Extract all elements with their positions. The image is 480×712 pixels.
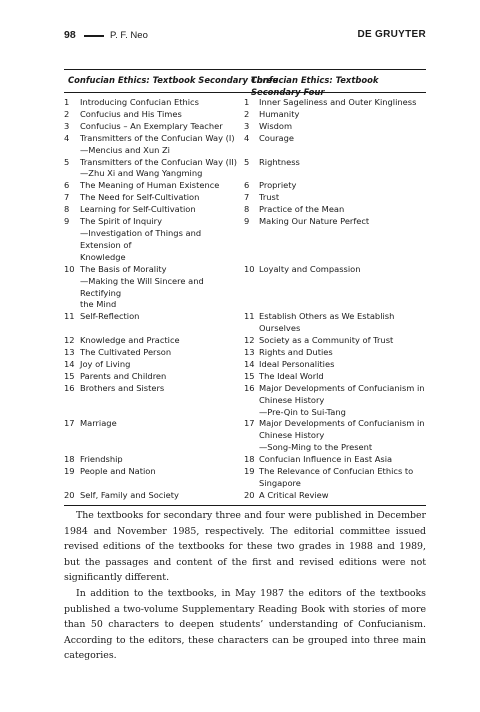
table-row	[64, 418, 426, 454]
chapter-three-title-line: Self-Reflection	[80, 311, 140, 322]
chapter-three-title-line: Joy of Living	[80, 358, 131, 369]
chapter-three-cell	[64, 157, 244, 181]
chapter-three-title-line: —Making the Will Sincere and Rectifying	[80, 275, 204, 298]
chapter-four-cell	[244, 157, 426, 181]
chapter-four-cell	[244, 97, 426, 109]
chapter-three-number: 1	[64, 97, 70, 107]
chapter-three-number: 14	[64, 358, 75, 369]
chapter-four-title-line: A Critical Review	[259, 489, 329, 500]
chapter-four-cell	[244, 335, 426, 347]
chapter-four-number: 19	[244, 466, 255, 477]
table-row	[64, 359, 426, 371]
chapter-three-number: 8	[64, 204, 70, 215]
chapter-three-title-line: the Mind	[80, 299, 117, 310]
chapter-three-number: 7	[64, 192, 70, 203]
chapter-four-number: 16	[244, 382, 255, 393]
chapter-four-cell	[244, 383, 426, 419]
table-row	[64, 335, 426, 347]
chapter-three-number: 3	[64, 120, 70, 131]
chapter-three-cell	[64, 180, 244, 192]
chapter-four-number: 20	[244, 489, 255, 500]
chapter-four-cell	[244, 121, 426, 133]
chapter-four-title-line: Confucian Influence in East Asia	[259, 454, 393, 465]
chapter-four-number: 15	[244, 370, 255, 381]
textbook-contents-table	[64, 69, 426, 506]
body-paragraph: The textbooks for secondary three and four were published in December 1984 and November 1985, respectively. The editorial committee issued revised editions of the textbooks for these two grades in 1988 and 1989, but the passages and content of the first and revised editions were not significantly different.	[64, 510, 426, 584]
table-row	[64, 264, 426, 312]
table-row	[64, 121, 426, 133]
chapter-three-title-line: Friendship	[80, 454, 123, 465]
chapter-four-number: 3	[244, 120, 250, 131]
chapter-three-number: 16	[64, 382, 75, 393]
chapter-three-number: 5	[64, 156, 70, 167]
chapter-three-title-line: Self, Family and Society	[80, 489, 179, 500]
chapter-three-title-line: Introducing Confucian Ethics	[80, 97, 199, 107]
chapter-four-cell	[244, 216, 426, 264]
chapter-three-cell	[64, 335, 244, 347]
chapter-four-number: 7	[244, 192, 250, 203]
chapter-three-number: 19	[64, 466, 75, 477]
chapter-three-number: 6	[64, 180, 70, 191]
chapter-three-cell	[64, 359, 244, 371]
chapter-four-number: 9	[244, 216, 250, 227]
chapter-four-title-line: Loyalty and Compassion	[259, 263, 361, 274]
chapter-three-title-line: Knowledge	[80, 251, 126, 262]
chapter-four-cell	[244, 418, 426, 454]
chapter-four-title-line: Making Our Nature Perfect	[259, 216, 370, 227]
chapter-three-number: 9	[64, 216, 70, 227]
table-row	[64, 97, 426, 109]
table-row	[64, 490, 426, 502]
chapter-three-title-line: —Mencius and Xun Zi	[80, 144, 170, 155]
table-row	[64, 383, 426, 419]
col-header-secondary-three: Confucian Ethics: Textbook Secondary Three	[68, 75, 279, 85]
page-number: 98	[64, 29, 76, 41]
chapter-four-cell	[244, 180, 426, 192]
chapter-four-title-line: Chinese History	[259, 430, 325, 441]
chapter-four-number: 11	[244, 311, 255, 322]
chapter-three-number: 18	[64, 454, 75, 465]
chapter-four-cell	[244, 204, 426, 216]
chapter-three-cell	[64, 109, 244, 121]
chapter-four-cell	[244, 454, 426, 466]
chapter-four-title-line: The Relevance of Confucian Ethics to	[259, 466, 414, 477]
chapter-three-title-line: Transmitters of the Confucian Way (I)	[80, 132, 235, 143]
table-row	[64, 192, 426, 204]
chapter-four-number: 10	[244, 263, 255, 274]
chapter-three-cell	[64, 454, 244, 466]
chapter-three-cell	[64, 347, 244, 359]
table-row	[64, 133, 426, 157]
table-row	[64, 347, 426, 359]
chapter-four-title-line: Practice of the Mean	[259, 204, 345, 215]
chapter-three-cell	[64, 418, 244, 454]
chapter-three-cell	[64, 311, 244, 335]
chapter-four-title-line: —Pre-Qin to Sui-Tang	[259, 406, 346, 417]
body-paragraph: In addition to the textbooks, in May 1987 the editors of the textbooks published a two-volume Supplementary Reading Book with stories of more than 50 characters to deepen students’ understanding of Confucianism. According to the editors, these characters can be grouped into three main categories.	[64, 587, 426, 662]
chapter-four-title-line: Ideal Personalities	[259, 358, 335, 369]
col-header-secondary-four: Confucian Ethics: Textbook Secondary Four	[251, 75, 379, 97]
running-header	[64, 29, 426, 43]
chapter-three-title-line: The Basis of Morality	[80, 263, 167, 274]
chapter-three-number: 12	[64, 335, 75, 346]
chapter-four-cell	[244, 192, 426, 204]
header-dash	[84, 35, 104, 37]
chapter-four-title-line: The Ideal World	[259, 370, 324, 381]
chapter-four-title-line: Ourselves	[259, 323, 301, 334]
table-row	[64, 180, 426, 192]
chapter-three-cell	[64, 97, 244, 109]
chapter-four-cell	[244, 347, 426, 359]
chapter-three-title-line: Brothers and Sisters	[80, 382, 165, 393]
chapter-three-cell	[64, 216, 244, 264]
body-text	[64, 508, 426, 664]
table-row	[64, 466, 426, 490]
chapter-four-number: 5	[244, 156, 250, 167]
chapter-four-number: 4	[244, 132, 250, 143]
publisher-name: DE GRUYTER	[357, 29, 426, 40]
table-row	[64, 157, 426, 181]
chapter-three-title-line: The Meaning of Human Existence	[80, 180, 220, 191]
chapter-three-cell	[64, 121, 244, 133]
chapter-four-number: 12	[244, 335, 255, 346]
chapter-four-cell	[244, 359, 426, 371]
chapter-four-number: 2	[244, 108, 250, 119]
chapter-three-title-line: Marriage	[80, 418, 117, 429]
chapter-four-title-line: Rights and Duties	[259, 347, 333, 358]
chapter-three-cell	[64, 490, 244, 502]
table-row	[64, 371, 426, 383]
chapter-four-cell	[244, 466, 426, 490]
chapter-four-title-line: Singapore	[259, 478, 301, 488]
chapter-three-number: 20	[64, 489, 75, 500]
chapter-four-cell	[244, 371, 426, 383]
chapter-three-number: 2	[64, 108, 70, 119]
chapter-three-number: 13	[64, 347, 75, 358]
chapter-three-title-line: Transmitters of the Confucian Way (II)	[80, 156, 238, 167]
chapter-four-title-line: Establish Others as We Establish	[259, 311, 395, 322]
chapter-four-number: 1	[244, 97, 250, 107]
chapter-three-title-line: People and Nation	[80, 466, 156, 477]
chapter-four-cell	[244, 490, 426, 502]
chapter-four-title-line: Courage	[259, 132, 294, 143]
chapter-three-cell	[64, 133, 244, 157]
chapter-four-number: 17	[244, 418, 255, 429]
chapter-three-cell	[64, 383, 244, 419]
chapter-four-title-line: Trust	[259, 192, 280, 203]
chapter-four-cell	[244, 109, 426, 121]
chapter-three-title-line: —Zhu Xi and Wang Yangming	[80, 168, 203, 179]
chapter-four-title-line: Wisdom	[259, 120, 293, 131]
chapter-three-cell	[64, 371, 244, 383]
chapter-four-title-line: Inner Sageliness and Outer Kingliness	[259, 97, 417, 107]
chapter-three-number: 17	[64, 418, 75, 429]
chapter-three-cell	[64, 264, 244, 312]
chapter-three-number: 10	[64, 263, 75, 274]
table-row	[64, 454, 426, 466]
chapter-four-title-line: Major Developments of Confucianism in	[259, 382, 425, 393]
table-row	[64, 311, 426, 335]
chapter-three-title-line: The Spirit of Inquiry	[80, 216, 163, 227]
table-row	[64, 204, 426, 216]
chapter-four-title-line: Humanity	[259, 108, 300, 119]
chapter-four-title-line: Propriety	[259, 180, 297, 191]
chapter-three-title-line: Parents and Children	[80, 370, 167, 381]
chapter-four-title-line: —Song-Ming to the Present	[259, 442, 373, 453]
chapter-four-cell	[244, 264, 426, 312]
chapter-four-title-line: Major Developments of Confucianism in	[259, 418, 425, 429]
chapter-three-number: 4	[64, 132, 70, 143]
chapter-four-number: 14	[244, 358, 255, 369]
chapter-three-cell	[64, 204, 244, 216]
chapter-three-title-line: Confucius – An Exemplary Teacher	[80, 120, 223, 131]
chapter-four-number: 13	[244, 347, 255, 358]
chapter-three-title-line: The Cultivated Person	[80, 347, 172, 358]
chapter-three-title-line: Learning for Self-Cultivation	[80, 204, 196, 215]
table-row	[64, 216, 426, 264]
chapter-three-number: 15	[64, 370, 75, 381]
table-header	[64, 69, 426, 97]
chapter-three-title-line: —Investigation of Things and Extension of	[80, 227, 202, 250]
running-author: P. F. Neo	[110, 30, 148, 41]
chapter-four-number: 6	[244, 180, 250, 191]
chapter-three-number: 11	[64, 311, 75, 322]
chapter-three-title-line: Knowledge and Practice	[80, 335, 180, 346]
chapter-three-cell	[64, 192, 244, 204]
chapter-four-title-line: Chinese History	[259, 394, 325, 405]
chapter-four-number: 18	[244, 454, 255, 465]
chapter-four-title-line: Rightness	[259, 156, 300, 167]
chapter-four-cell	[244, 133, 426, 157]
chapter-three-title-line: The Need for Self-Cultivation	[80, 192, 200, 203]
table-row	[64, 109, 426, 121]
chapter-three-title-line: Confucius and His Times	[80, 108, 182, 119]
chapter-four-title-line: Society as a Community of Trust	[259, 335, 394, 346]
chapter-three-cell	[64, 466, 244, 490]
chapter-four-cell	[244, 311, 426, 335]
chapter-four-number: 8	[244, 204, 250, 215]
table-body	[64, 93, 426, 506]
